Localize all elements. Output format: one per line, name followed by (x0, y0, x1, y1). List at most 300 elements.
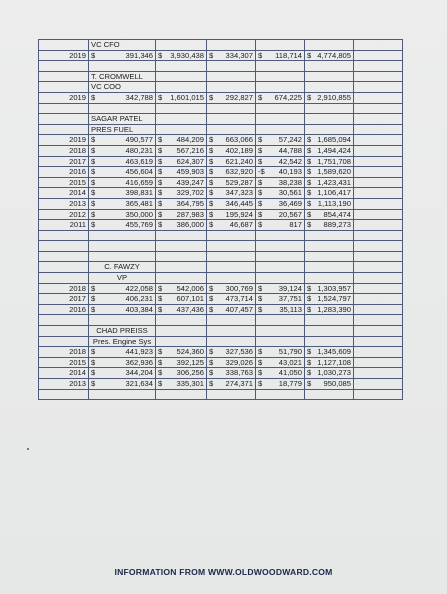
table-row (39, 368, 403, 379)
amount-value: 674,225 (274, 92, 302, 102)
empty-cell (256, 389, 305, 400)
year-cell: 2019 (39, 135, 89, 146)
amount-cell (305, 135, 354, 146)
amount-value: 338,763 (225, 368, 253, 378)
amount-value: 292,827 (225, 92, 253, 102)
amount-value: 51,790 (278, 347, 302, 357)
currency-symbol: $ (209, 198, 214, 208)
amount-cell (89, 294, 156, 305)
empty-cell (354, 135, 403, 146)
empty-cell (305, 326, 354, 337)
empty-cell (39, 103, 89, 114)
amount-value: 38,238 (278, 177, 302, 187)
table-row (39, 230, 403, 241)
table-row (39, 145, 403, 156)
empty-cell (89, 315, 156, 326)
table-row (39, 40, 403, 51)
empty-cell (354, 368, 403, 379)
amount-value: 334,307 (225, 50, 253, 60)
amount-value: 195,924 (225, 209, 253, 219)
amount-value: 398,831 (125, 188, 153, 198)
table-row (39, 283, 403, 294)
empty-cell (156, 124, 207, 135)
currency-symbol: $ (209, 188, 214, 198)
table-row (39, 389, 403, 400)
amount-value: 463,619 (125, 156, 153, 166)
currency-symbol: $ (307, 209, 312, 219)
amount-cell (207, 283, 256, 294)
amount-cell (207, 156, 256, 167)
amount-value: 490,577 (125, 135, 153, 145)
amount-cell (207, 379, 256, 390)
amount-cell (305, 50, 354, 61)
empty-cell (156, 241, 207, 252)
amount-cell (305, 220, 354, 231)
amount-value: 1,751,708 (317, 156, 351, 166)
amount-value: 1,030,273 (317, 368, 351, 378)
empty-cell (39, 262, 89, 273)
empty-cell (305, 241, 354, 252)
currency-symbol: $ (258, 347, 263, 357)
amount-cell (156, 368, 207, 379)
year-cell: 2019 (39, 50, 89, 61)
amount-value: 20,567 (278, 209, 302, 219)
currency-symbol: $ (209, 92, 214, 102)
amount-value: 287,983 (176, 209, 204, 219)
year-cell: 2017 (39, 294, 89, 305)
empty-cell (354, 315, 403, 326)
empty-cell (156, 389, 207, 400)
currency-symbol: $ (307, 347, 312, 357)
table-row (39, 135, 403, 146)
amount-value: 335,301 (176, 379, 204, 388)
empty-cell (207, 315, 256, 326)
empty-cell (354, 167, 403, 178)
empty-cell (39, 241, 89, 252)
empty-cell (256, 230, 305, 241)
amount-cell (89, 50, 156, 61)
year-cell: 2015 (39, 357, 89, 368)
empty-cell (207, 61, 256, 72)
empty-cell (39, 40, 89, 51)
person-label: PRES FUEL (89, 124, 156, 135)
amount-cell (89, 347, 156, 358)
currency-symbol: $ (209, 379, 214, 388)
currency-symbol: $ (307, 357, 312, 367)
currency-symbol: $ (209, 368, 214, 378)
amount-cell (89, 167, 156, 178)
empty-cell (207, 40, 256, 51)
amount-value: 365,481 (125, 198, 153, 208)
currency-symbol: $ (258, 188, 263, 198)
currency-symbol: $ (307, 177, 312, 187)
amount-cell (89, 145, 156, 156)
empty-cell (354, 198, 403, 209)
currency-symbol: $ (91, 368, 96, 378)
empty-cell (207, 124, 256, 135)
empty-cell (305, 103, 354, 114)
amount-cell (207, 188, 256, 199)
amount-value: 30,561 (278, 188, 302, 198)
empty-cell (354, 347, 403, 358)
amount-cell (156, 379, 207, 390)
currency-symbol: $ (258, 368, 263, 378)
currency-symbol: $ (307, 92, 312, 102)
year-cell: 2018 (39, 347, 89, 358)
amount-value: 300,769 (225, 283, 253, 293)
amount-cell (256, 50, 305, 61)
currency-symbol: $ (209, 50, 214, 60)
empty-cell (256, 40, 305, 51)
table-row (39, 315, 403, 326)
amount-value: 480,231 (125, 145, 153, 155)
person-label: SAGAR PATEL (89, 114, 156, 125)
amount-cell (89, 92, 156, 103)
empty-cell (305, 71, 354, 82)
amount-value: 386,000 (176, 220, 204, 230)
empty-cell (207, 71, 256, 82)
amount-value: 1,303,957 (317, 283, 351, 293)
currency-symbol: $ (158, 167, 163, 177)
amount-cell (305, 209, 354, 220)
currency-symbol: $ (209, 167, 214, 177)
amount-cell (89, 135, 156, 146)
currency-symbol: $ (158, 145, 163, 155)
amount-cell (305, 368, 354, 379)
empty-cell (39, 71, 89, 82)
amount-value: 342,788 (125, 92, 153, 102)
currency-symbol: $ (158, 368, 163, 378)
table-row (39, 336, 403, 347)
empty-cell (354, 177, 403, 188)
amount-value: 817 (289, 220, 302, 230)
currency-symbol: $ (258, 304, 263, 314)
currency-symbol: $ (307, 167, 312, 177)
currency-symbol: $ (158, 294, 163, 304)
currency-symbol: $ (209, 347, 214, 357)
empty-cell (354, 273, 403, 284)
amount-cell (89, 198, 156, 209)
currency-symbol: $ (307, 304, 312, 314)
empty-cell (354, 389, 403, 400)
empty-cell (354, 156, 403, 167)
year-cell: 2013 (39, 379, 89, 390)
amount-value: 347,323 (225, 188, 253, 198)
amount-value: 473,714 (225, 294, 253, 304)
amount-value: 456,604 (125, 167, 153, 177)
empty-cell (39, 114, 89, 125)
amount-cell (256, 347, 305, 358)
year-cell: 2013 (39, 198, 89, 209)
amount-cell (256, 177, 305, 188)
amount-cell (305, 145, 354, 156)
amount-cell (156, 92, 207, 103)
empty-cell (156, 273, 207, 284)
amount-cell (256, 188, 305, 199)
amount-cell (256, 304, 305, 315)
currency-symbol: $ (209, 304, 214, 314)
amount-value: 35,113 (279, 304, 302, 314)
amount-value: 306,256 (176, 368, 204, 378)
empty-cell (305, 230, 354, 241)
currency-symbol: $ (209, 145, 214, 155)
amount-value: 889,273 (323, 220, 351, 230)
amount-value: 36,469 (278, 198, 302, 208)
empty-cell (207, 273, 256, 284)
person-label: C. FAWZY (89, 262, 156, 273)
empty-cell (256, 61, 305, 72)
amount-cell (156, 188, 207, 199)
empty-cell (156, 114, 207, 125)
amount-cell (89, 156, 156, 167)
amount-value: 484,209 (176, 135, 204, 145)
empty-cell (156, 82, 207, 93)
currency-symbol: $ (91, 135, 96, 145)
currency-symbol: $ (209, 220, 214, 230)
empty-cell (89, 61, 156, 72)
table-row (39, 114, 403, 125)
amount-cell (305, 304, 354, 315)
empty-cell (39, 251, 89, 262)
currency-symbol: $ (307, 198, 312, 208)
currency-symbol: $ (158, 220, 163, 230)
empty-cell (207, 326, 256, 337)
amount-value: 118,714 (275, 50, 302, 60)
currency-symbol: $ (91, 92, 96, 102)
currency-symbol: $ (258, 357, 263, 367)
amount-value: 46,687 (229, 220, 253, 230)
amount-value: 43,021 (278, 357, 302, 367)
currency-symbol: $ (258, 92, 263, 102)
year-cell: 2015 (39, 177, 89, 188)
amount-cell (207, 368, 256, 379)
amount-cell (207, 50, 256, 61)
empty-cell (354, 124, 403, 135)
currency-symbol: $ (158, 198, 163, 208)
amount-cell (207, 220, 256, 231)
amount-cell (156, 294, 207, 305)
currency-symbol: $ (258, 156, 263, 166)
empty-cell (39, 82, 89, 93)
empty-cell (156, 40, 207, 51)
amount-value: 441,923 (125, 347, 153, 357)
currency-symbol: $ (91, 198, 96, 208)
currency-symbol: $ (307, 188, 312, 198)
currency-symbol: $ (307, 145, 312, 155)
currency-symbol: $ (258, 209, 263, 219)
amount-value: 663,066 (225, 135, 253, 145)
currency-symbol: $ (158, 156, 163, 166)
currency-symbol: $ (91, 220, 96, 230)
currency-symbol: $ (258, 283, 263, 293)
amount-value: 1,127,108 (317, 357, 351, 367)
empty-cell (354, 92, 403, 103)
empty-cell (39, 230, 89, 241)
amount-cell (156, 220, 207, 231)
currency-symbol: $ (209, 294, 214, 304)
currency-symbol: $ (307, 294, 312, 304)
amount-value: 624,307 (176, 156, 204, 166)
amount-cell (89, 283, 156, 294)
amount-cell (256, 145, 305, 156)
year-cell: 2011 (39, 220, 89, 231)
table-row (39, 198, 403, 209)
empty-cell (256, 273, 305, 284)
empty-cell (305, 389, 354, 400)
amount-cell (207, 145, 256, 156)
amount-cell (156, 357, 207, 368)
amount-value: 44,788 (278, 145, 302, 155)
currency-symbol: $ (258, 198, 263, 208)
currency-symbol: $ (307, 379, 312, 388)
empty-cell (207, 241, 256, 252)
empty-cell (207, 389, 256, 400)
table-row (39, 156, 403, 167)
currency-symbol: $ (258, 220, 263, 230)
empty-cell (89, 103, 156, 114)
table-row (39, 357, 403, 368)
year-cell: 2018 (39, 283, 89, 294)
amount-cell (89, 177, 156, 188)
empty-cell (305, 315, 354, 326)
empty-cell (354, 114, 403, 125)
amount-value: 1,685,094 (317, 135, 351, 145)
amount-cell (156, 135, 207, 146)
currency-symbol: $ (258, 379, 263, 388)
empty-cell (354, 103, 403, 114)
empty-cell (354, 379, 403, 390)
empty-cell (156, 103, 207, 114)
currency-symbol: $ (158, 209, 163, 219)
empty-cell (256, 315, 305, 326)
currency-symbol: $ (158, 304, 163, 314)
empty-cell (354, 82, 403, 93)
amount-value: 3,930,438 (170, 50, 204, 60)
currency-symbol: $ (91, 167, 96, 177)
amount-value: 346,445 (225, 198, 253, 208)
currency-symbol: $ (209, 357, 214, 367)
amount-value: 1,589,620 (317, 167, 351, 177)
amount-cell (256, 368, 305, 379)
year-cell: 2012 (39, 209, 89, 220)
currency-symbol: $ (258, 145, 263, 155)
currency-symbol: -$ (258, 167, 265, 177)
amount-cell (89, 368, 156, 379)
currency-symbol: $ (158, 135, 163, 145)
amount-value: 18,779 (278, 379, 302, 388)
amount-value: 437,436 (176, 304, 204, 314)
currency-symbol: $ (91, 188, 96, 198)
empty-cell (354, 283, 403, 294)
amount-cell (89, 304, 156, 315)
amount-cell (305, 177, 354, 188)
empty-cell (354, 145, 403, 156)
amount-cell (89, 357, 156, 368)
amount-cell (256, 220, 305, 231)
empty-cell (207, 114, 256, 125)
empty-cell (354, 220, 403, 231)
table-body (39, 40, 403, 400)
table-row (39, 71, 403, 82)
amount-cell (207, 304, 256, 315)
currency-symbol: $ (91, 379, 96, 388)
table-row (39, 347, 403, 358)
amount-cell (207, 347, 256, 358)
person-label: VP (89, 273, 156, 284)
amount-value: 854,474 (323, 209, 351, 219)
amount-value: 42,542 (278, 156, 302, 166)
table-row (39, 167, 403, 178)
currency-symbol: $ (258, 135, 263, 145)
amount-value: 422,058 (125, 283, 153, 293)
empty-cell (354, 230, 403, 241)
currency-symbol: $ (158, 50, 163, 60)
currency-symbol: $ (158, 177, 163, 187)
currency-symbol: $ (307, 220, 312, 230)
amount-cell (256, 135, 305, 146)
year-cell: 2018 (39, 145, 89, 156)
currency-symbol: $ (258, 50, 263, 60)
empty-cell (354, 336, 403, 347)
empty-cell (89, 241, 156, 252)
amount-value: 37,751 (278, 294, 302, 304)
amount-cell (256, 379, 305, 390)
currency-symbol: $ (307, 368, 312, 378)
currency-symbol: $ (158, 347, 163, 357)
table-row (39, 188, 403, 199)
amount-cell (305, 379, 354, 390)
table-row (39, 61, 403, 72)
empty-cell (89, 251, 156, 262)
year-cell: 2016 (39, 304, 89, 315)
amount-cell (256, 167, 305, 178)
amount-value: 1,601,015 (170, 92, 204, 102)
currency-symbol: $ (258, 177, 263, 187)
table-row (39, 92, 403, 103)
person-label: VC CFO (89, 40, 156, 51)
amount-cell (305, 167, 354, 178)
year-cell: 2014 (39, 368, 89, 379)
empty-cell (354, 251, 403, 262)
empty-cell (256, 82, 305, 93)
person-label: VC COO (89, 82, 156, 93)
table-row (39, 304, 403, 315)
amount-value: 1,345,609 (317, 347, 351, 357)
currency-symbol: $ (209, 177, 214, 187)
amount-value: 1,106,417 (317, 188, 351, 198)
amount-cell (89, 379, 156, 390)
amount-cell (207, 294, 256, 305)
empty-cell (89, 389, 156, 400)
amount-value: 439,247 (176, 177, 204, 187)
currency-symbol: $ (209, 135, 214, 145)
empty-cell (207, 336, 256, 347)
empty-cell (256, 71, 305, 82)
amount-value: 57,242 (278, 135, 302, 145)
amount-value: 39,124 (278, 283, 302, 293)
person-label: CHAD PREISS (89, 326, 156, 337)
amount-cell (207, 177, 256, 188)
currency-symbol: $ (91, 50, 96, 60)
empty-cell (305, 336, 354, 347)
amount-value: 1,423,431 (317, 177, 351, 187)
amount-cell (305, 294, 354, 305)
stray-mark (27, 448, 29, 450)
empty-cell (256, 241, 305, 252)
amount-value: 40,193 (278, 167, 302, 177)
amount-value: 329,702 (176, 188, 204, 198)
table-row (39, 294, 403, 305)
